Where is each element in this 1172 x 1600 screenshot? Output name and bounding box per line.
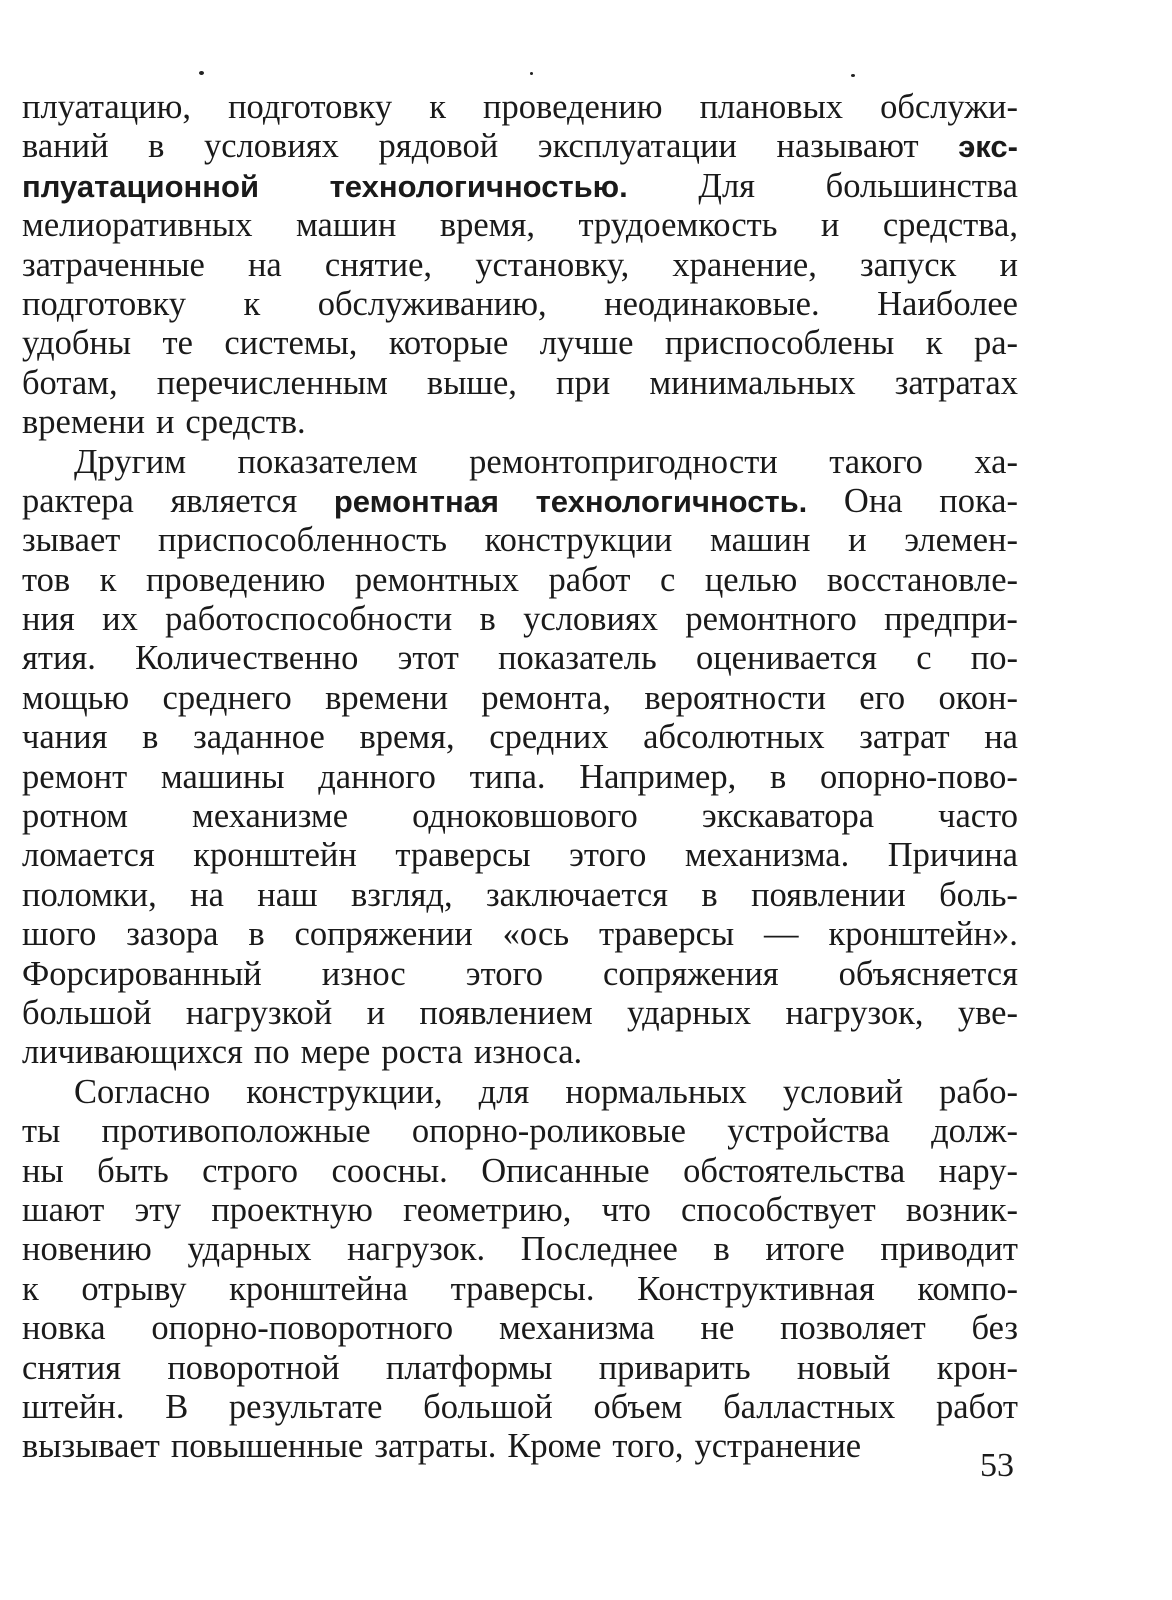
word: экскаватора [701, 797, 875, 836]
word: средних [489, 718, 609, 757]
word: личивающихся [22, 1033, 243, 1072]
word: подготовку [228, 88, 393, 126]
text-line [22, 88, 1018, 127]
word: новый [796, 1348, 891, 1387]
word: называют [776, 127, 919, 166]
word: установку, [475, 245, 630, 284]
body-text [22, 88, 1018, 1467]
word: тов [22, 560, 71, 599]
word: этот [397, 639, 459, 678]
bold-term: плуатационной [22, 168, 259, 204]
word: ремонт [22, 757, 128, 796]
word: заключается [485, 875, 669, 914]
text-line [22, 1427, 1018, 1466]
word: работ [548, 560, 631, 599]
word: позволяет [780, 1309, 926, 1348]
word: Кроме [507, 1427, 602, 1466]
word: оценивается [695, 639, 878, 678]
bold-term: технологичность. [535, 483, 808, 519]
word: траверсы [598, 915, 735, 954]
word: зазора [126, 915, 219, 954]
word: механизма. [684, 836, 850, 875]
word: удобны [22, 324, 132, 363]
word: запуск [860, 245, 957, 284]
word: к [925, 324, 943, 363]
word: к [22, 1269, 39, 1308]
word: приварить [598, 1348, 751, 1387]
word: большинства [825, 166, 1018, 205]
word: штейн. [22, 1387, 125, 1426]
word: отрыву [81, 1269, 187, 1308]
text-line [22, 679, 1018, 718]
word: Для [698, 166, 756, 205]
text-line [22, 1309, 1018, 1348]
word: является [170, 481, 298, 520]
word: затратах [894, 363, 1018, 402]
word: быть [97, 1151, 169, 1190]
word: заданное [193, 718, 325, 757]
word: ротном [22, 797, 129, 836]
word: возник- [905, 1190, 1018, 1229]
word: ремонтопригодности [469, 442, 778, 481]
word: роста [381, 1033, 463, 1072]
word: приспособлены [664, 324, 895, 363]
word: Например, [579, 757, 737, 796]
word: компо- [917, 1269, 1018, 1308]
word: и [848, 521, 867, 560]
bold-term: технологичностью. [329, 168, 628, 204]
word: условиях [523, 600, 659, 639]
word: целью [704, 560, 798, 599]
word: приспособленность [158, 521, 448, 560]
word: одноковшового [412, 797, 638, 836]
word: кронштейна [229, 1269, 408, 1308]
word: новению [22, 1230, 152, 1269]
text-line [22, 1230, 1018, 1269]
word: этого [465, 954, 543, 993]
word: мелиоративных [22, 206, 253, 245]
word: ремонтных [354, 560, 519, 599]
word: ваний [22, 127, 109, 166]
word: проектную [211, 1190, 373, 1229]
page-number: 53 [980, 1447, 1014, 1484]
word: лучше [539, 324, 634, 363]
text-line [22, 1112, 1018, 1151]
text-line [22, 1388, 1018, 1427]
word: противоположные [101, 1112, 371, 1151]
word: траверсы. [450, 1269, 595, 1308]
text-line [22, 600, 1018, 639]
word: геометрию, [403, 1190, 572, 1229]
word: выше, [426, 363, 517, 402]
text-line [22, 206, 1018, 245]
word: результате [228, 1387, 383, 1426]
paragraph [22, 88, 1018, 443]
text-line [22, 246, 1018, 285]
text-line [22, 1191, 1018, 1230]
word: наш [257, 875, 318, 914]
word: в [248, 915, 265, 954]
word: — [764, 915, 799, 954]
word: нагрузкой [185, 993, 333, 1032]
word: неодинаковые. [604, 284, 820, 323]
paragraph [22, 443, 1018, 1073]
word: объясняется [838, 954, 1018, 993]
word: ра- [973, 324, 1018, 363]
word: время, [439, 206, 535, 245]
word: данного [318, 757, 436, 796]
word: минимальных [649, 363, 856, 402]
word: проведению [145, 560, 326, 599]
word: конструкции, [246, 1072, 443, 1111]
word: машин [295, 206, 397, 245]
word: средства, [882, 206, 1018, 245]
word: нормальных [565, 1072, 747, 1111]
word: объем [593, 1387, 683, 1426]
word: Причина [887, 836, 1018, 875]
word: ны [22, 1151, 64, 1190]
word: и [155, 403, 175, 442]
word: поломки, [22, 875, 157, 914]
word: балластных [723, 1387, 896, 1426]
word: ха- [974, 442, 1018, 481]
word: нару- [938, 1151, 1018, 1190]
text-line [22, 1270, 1018, 1309]
word: без [971, 1309, 1018, 1348]
word: взгляд, [351, 875, 453, 914]
word: износ [321, 954, 406, 993]
word: повышенные [170, 1427, 364, 1466]
word: в [701, 875, 718, 914]
text-line [22, 836, 1018, 875]
word: не [700, 1309, 735, 1348]
word: приводит [880, 1230, 1018, 1269]
scan-speck [199, 71, 204, 75]
word: конструкции [484, 521, 673, 560]
word: нагрузок, [785, 993, 924, 1032]
word: работоспособности [165, 600, 453, 639]
word: эксплуатации [537, 127, 737, 166]
word: снятие, [324, 245, 433, 284]
word: и [820, 206, 840, 245]
word: Форсированный [22, 954, 262, 993]
text-line [22, 797, 1018, 836]
text-line [22, 758, 1018, 797]
word: В [165, 1387, 189, 1426]
word: Описанные [481, 1151, 650, 1190]
word: шают [22, 1190, 105, 1229]
word: плановых [699, 88, 844, 126]
word: «ось [502, 915, 570, 954]
word: к [243, 284, 261, 323]
word: на [984, 718, 1018, 757]
word: для [478, 1072, 530, 1111]
word: в [142, 718, 159, 757]
word: большой [423, 1387, 553, 1426]
word: ятия. [22, 639, 96, 678]
word: условиях [204, 127, 339, 166]
word: показателем [237, 442, 418, 481]
word: соосны. [331, 1151, 448, 1190]
bold-term: экс- [958, 129, 1018, 165]
word: на [190, 875, 224, 914]
text-line [22, 482, 1018, 521]
word: среднего [162, 678, 292, 717]
word: этого [569, 836, 647, 875]
word: Она [843, 481, 903, 520]
word: по- [970, 639, 1018, 678]
word: часто [938, 797, 1018, 836]
text-line [22, 324, 1018, 363]
word: рактера [22, 481, 134, 520]
text-line [22, 994, 1018, 1033]
word: вероятности [644, 678, 826, 717]
word: условий [782, 1072, 904, 1111]
word: снятия [22, 1348, 122, 1387]
word: время, [359, 718, 455, 757]
word: такого [829, 442, 923, 481]
word: работ [935, 1387, 1018, 1426]
text-line [22, 1152, 1018, 1191]
word: рабо- [939, 1072, 1018, 1111]
word: ломается [22, 836, 155, 875]
word: устройства [727, 1112, 890, 1151]
word: в [479, 600, 496, 639]
word: появлении [751, 875, 906, 914]
word: его [859, 678, 906, 717]
word: с [660, 560, 676, 599]
word: большой [22, 993, 152, 1032]
word: способствует [681, 1190, 876, 1229]
bold-term: ремонтная [333, 483, 500, 519]
word: трудоемкость [578, 206, 778, 245]
word: системы, [224, 324, 358, 363]
word: устранение [694, 1427, 862, 1466]
text-line [22, 521, 1018, 560]
word: при [556, 363, 611, 402]
word: времени [325, 678, 449, 717]
word: ремонтного [685, 600, 857, 639]
word: мере [300, 1033, 371, 1072]
word: в [769, 757, 787, 796]
word: их [102, 600, 138, 639]
text-line [22, 285, 1018, 324]
word: абсолютных [643, 718, 825, 757]
word: окон- [938, 678, 1018, 717]
word: сопряжении [294, 915, 473, 954]
word: кронштейн». [828, 915, 1018, 954]
word: опорно-пово- [820, 757, 1018, 796]
word: зывает [22, 521, 121, 560]
word: крон- [936, 1348, 1018, 1387]
word: по [253, 1033, 290, 1072]
word: Последнее [520, 1230, 678, 1269]
word: на [247, 245, 282, 284]
word: пока- [939, 481, 1018, 520]
word: сопряжения [603, 954, 779, 993]
word: новка [22, 1309, 106, 1348]
word: траверсы [395, 836, 531, 875]
word: и [366, 993, 386, 1032]
word: машин [710, 521, 811, 560]
text-line [22, 443, 1018, 482]
word: ремонта, [481, 678, 611, 717]
word: поворотной [167, 1348, 340, 1387]
word: механизма [498, 1309, 655, 1348]
word: ударных [187, 1230, 312, 1269]
word: в [713, 1230, 730, 1269]
word: ботам, [22, 363, 118, 402]
word: в [148, 127, 165, 166]
text-line [22, 1033, 1018, 1072]
word: нагрузок. [347, 1230, 486, 1269]
word: затраты. [374, 1427, 497, 1466]
text-line [22, 955, 1018, 994]
word: появлением [419, 993, 593, 1032]
text-line [22, 718, 1018, 757]
word: перечисленным [156, 363, 388, 402]
word: средств. [185, 403, 306, 442]
word: Конструктивная [637, 1269, 875, 1308]
text-line [22, 915, 1018, 954]
word: предпри- [884, 600, 1018, 639]
word: показатель [498, 639, 657, 678]
word: восстановле- [826, 560, 1018, 599]
text-line [22, 127, 1018, 166]
word: хранение, [672, 245, 817, 284]
word: ния [22, 600, 75, 639]
word: Наиболее [877, 284, 1018, 323]
word: опорно-поворотного [151, 1309, 454, 1348]
text-line [22, 876, 1018, 915]
text-line [22, 167, 1018, 206]
word: строго [202, 1151, 299, 1190]
word: ты [22, 1112, 61, 1151]
word: Другим [74, 442, 187, 481]
word: к [429, 88, 446, 126]
word: обстоятельства [683, 1151, 906, 1190]
text-line [22, 639, 1018, 678]
word: кронштейн [193, 836, 357, 875]
scan-speck [530, 72, 533, 75]
word: уве- [957, 993, 1018, 1032]
word: времени [22, 403, 145, 442]
word: к [99, 560, 117, 599]
word: с [916, 639, 932, 678]
word: подготовку [22, 284, 187, 323]
word: того, [612, 1427, 684, 1466]
word: эту [134, 1190, 182, 1229]
text-line [22, 1073, 1018, 1112]
word: Согласно [74, 1072, 211, 1111]
word: типа. [469, 757, 546, 796]
word: и [999, 245, 1018, 284]
word: опорно-роликовые [411, 1112, 686, 1151]
word: рядовой [378, 127, 499, 166]
word: обслужи- [880, 88, 1018, 126]
paragraph [22, 1073, 1018, 1467]
word: Количественно [135, 639, 359, 678]
word: шого [22, 915, 97, 954]
word: чания [22, 718, 108, 757]
word: проведению [483, 88, 663, 126]
word: затрат [859, 718, 950, 757]
word: плуатацию, [22, 88, 192, 126]
word: машины [160, 757, 285, 796]
scan-speck [851, 74, 855, 77]
word: боль- [939, 875, 1018, 914]
word: что [601, 1190, 651, 1229]
word: те [162, 324, 193, 363]
word: механизме [192, 797, 349, 836]
text-line [22, 403, 1018, 442]
word: ударных [627, 993, 752, 1032]
text-line [22, 364, 1018, 403]
word: износа. [473, 1033, 583, 1072]
word: обслуживанию, [317, 284, 547, 323]
word: долж- [931, 1112, 1018, 1151]
word: платформы [385, 1348, 553, 1387]
word: мощью [22, 678, 130, 717]
word: элемен- [904, 521, 1018, 560]
word: итоге [765, 1230, 845, 1269]
word: вызывает [22, 1427, 160, 1466]
text-line [22, 561, 1018, 600]
word: которые [388, 324, 509, 363]
word: затраченные [22, 245, 205, 284]
text-line [22, 1349, 1018, 1388]
